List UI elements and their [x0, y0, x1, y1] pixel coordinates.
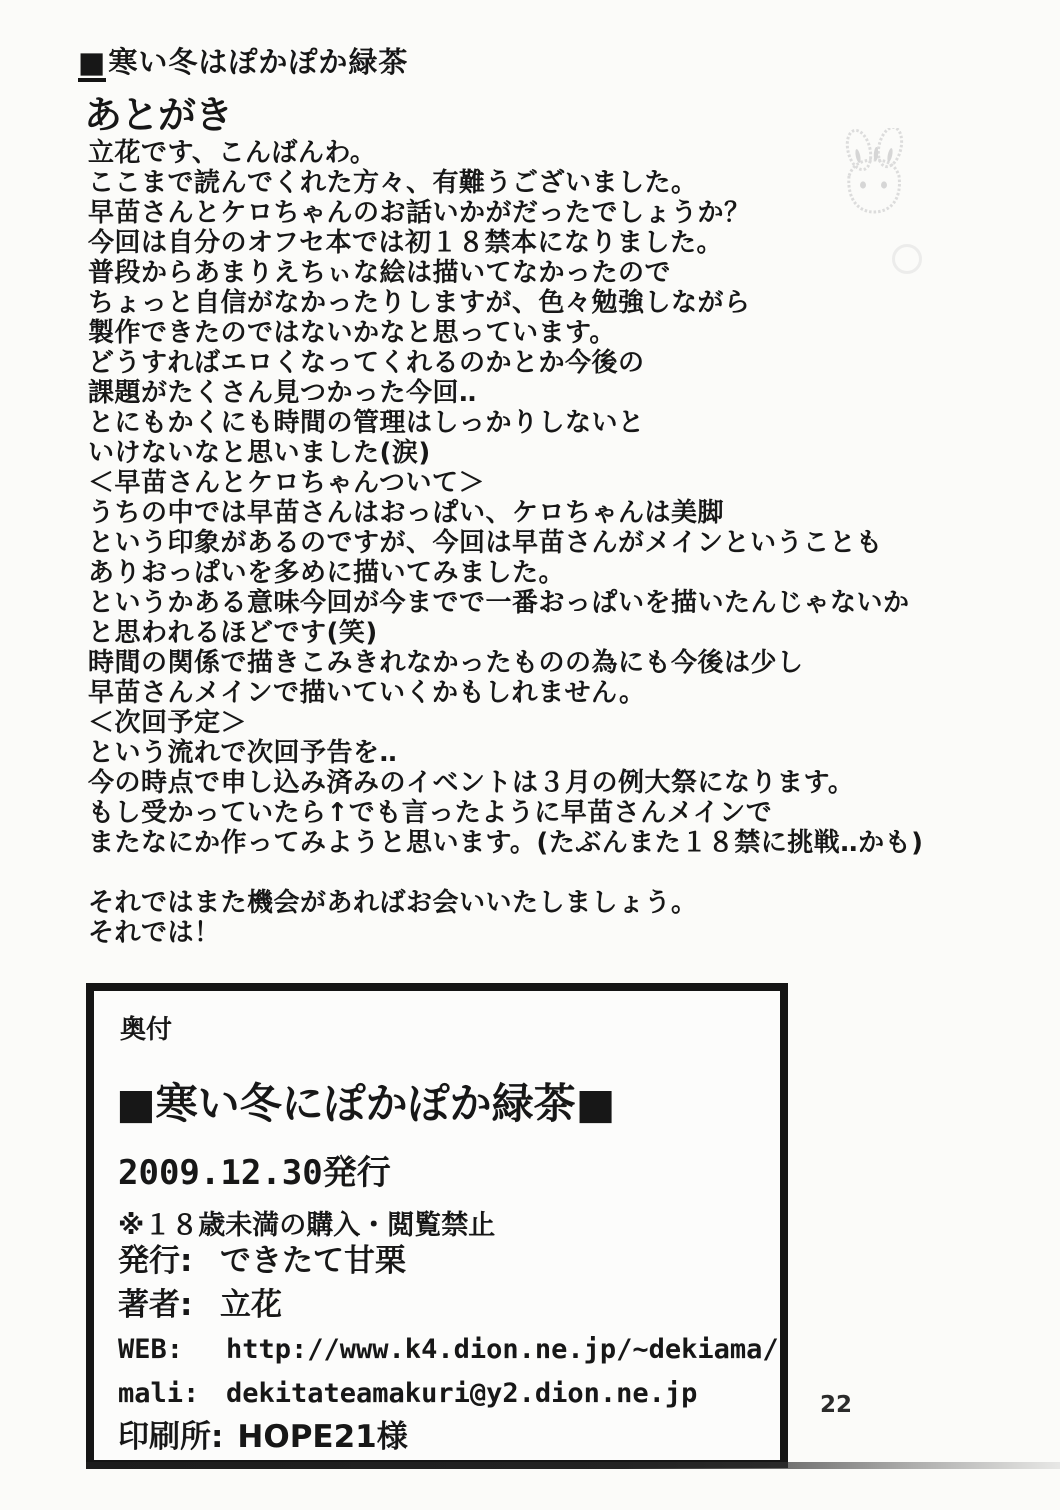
- afterword-line: という印象があるのですが、今回は早苗さんがメインということも: [88, 528, 883, 558]
- doc-header-title: 寒い冬はぽかぽか緑茶: [108, 45, 409, 79]
- afterword-line: というかある意味今回が今までで一番おっぱいを描いたんじゃないか: [88, 588, 910, 618]
- colophon-row-value: HOPE21様: [237, 1419, 408, 1455]
- colophon-date: 2009.12.30発行: [118, 1153, 391, 1193]
- afterword-line: 早苗さんとケロちゃんのお話いかがだったでしょうか？: [88, 198, 751, 228]
- colophon-row-value: dekitateamakuri@y2.dion.ne.jp: [226, 1378, 698, 1409]
- afterword-line: またなにか作ってみようと思います。(たぶんまた１８禁に挑戦‥かも): [88, 828, 924, 858]
- afterword-line: 製作できたのではないかなと思っています。: [88, 318, 616, 348]
- afterword-line: ＜次回予定＞: [88, 708, 248, 738]
- colophon-row-value: できたて甘栗: [220, 1243, 406, 1279]
- colophon-title: ■寒い冬にぽかぽか緑茶■: [116, 1079, 616, 1128]
- page-number: 22: [820, 1392, 853, 1418]
- colophon-row: [118, 1245, 770, 1278]
- colophon-row-label: WEB:: [118, 1334, 184, 1365]
- colophon-row: [118, 1289, 770, 1322]
- afterword-line: ありおっぱいを多めに描いてみました。: [88, 558, 566, 588]
- scan-edge-line: [86, 1462, 1060, 1469]
- afterword-text: [88, 138, 988, 948]
- afterword-line: ＜早苗さんとケロちゃんついて＞: [88, 468, 485, 498]
- afterword-line: ちょっと自信がなかったりしますが、色々勉強しながら: [88, 288, 751, 318]
- afterword-line: いけないなと思いました(涙): [88, 438, 431, 468]
- afterword-line: 普段からあまりえちぃな絵は描いてなかったので: [88, 258, 672, 288]
- afterword-line: という流れで次回予告を‥: [88, 738, 398, 768]
- header-bullet-square: ■: [78, 48, 106, 82]
- colophon-row: [118, 1333, 779, 1366]
- colophon-row-label: 著者:: [118, 1287, 193, 1323]
- afterword-line: とにもかくにも時間の管理はしっかりしないと: [88, 408, 645, 438]
- colophon-row-value: 立花: [220, 1287, 282, 1323]
- doc-header: [78, 40, 408, 82]
- afterword-line: と思われるほどです(笑): [88, 618, 378, 648]
- afterword-line: 早苗さんメインで描いていくかもしれません。: [88, 678, 646, 708]
- colophon-row: [118, 1377, 770, 1410]
- afterword-line: 立花です、こんばんわ。: [88, 138, 377, 168]
- afterword-line: うちの中では早苗さんはおっぱい、ケロちゃんは美脚: [88, 498, 725, 528]
- afterword-line: どうすればエロくなってくれるのかとか今後の: [88, 348, 645, 378]
- colophon-row-value: http://www.k4.dion.ne.jp/~dekiama/: [226, 1334, 779, 1365]
- colophon-row-label: 発行:: [118, 1243, 193, 1279]
- colophon-label: 奥付: [120, 1015, 173, 1045]
- afterword-line: ここまで読んでくれた方々、有難うございました。: [88, 168, 698, 198]
- afterword-line: 今の時点で申し込み済みのイベントは３月の例大祭になります。: [88, 768, 855, 798]
- afterword-line: 今回は自分のオフセ本では初１８禁本になりました。: [88, 228, 723, 258]
- colophon-row-label: mali:: [118, 1378, 200, 1409]
- page-title: あとがき: [84, 93, 233, 137]
- colophon-row-label: 印刷所:: [118, 1419, 224, 1455]
- afterword-line: 課題がたくさん見つかった今回‥: [88, 378, 477, 408]
- afterword-line: それでは！: [88, 918, 221, 948]
- colophon-row: [118, 1421, 770, 1454]
- afterword-line: もし受かっていたら↑でも言ったように早苗さんメインで: [88, 798, 773, 828]
- colophon-age-notice: ※１８歳未満の購入・閲覧禁止: [118, 1210, 496, 1241]
- afterword-line: [88, 858, 988, 888]
- colophon-box: [86, 983, 788, 1468]
- afterword-line: 時間の関係で描きこみきれなかったものの為にも今後は少し: [88, 648, 804, 678]
- afterword-line: それではまた機会があればお会いいたしましょう。: [88, 888, 698, 918]
- colophon-rows: [118, 1243, 779, 1465]
